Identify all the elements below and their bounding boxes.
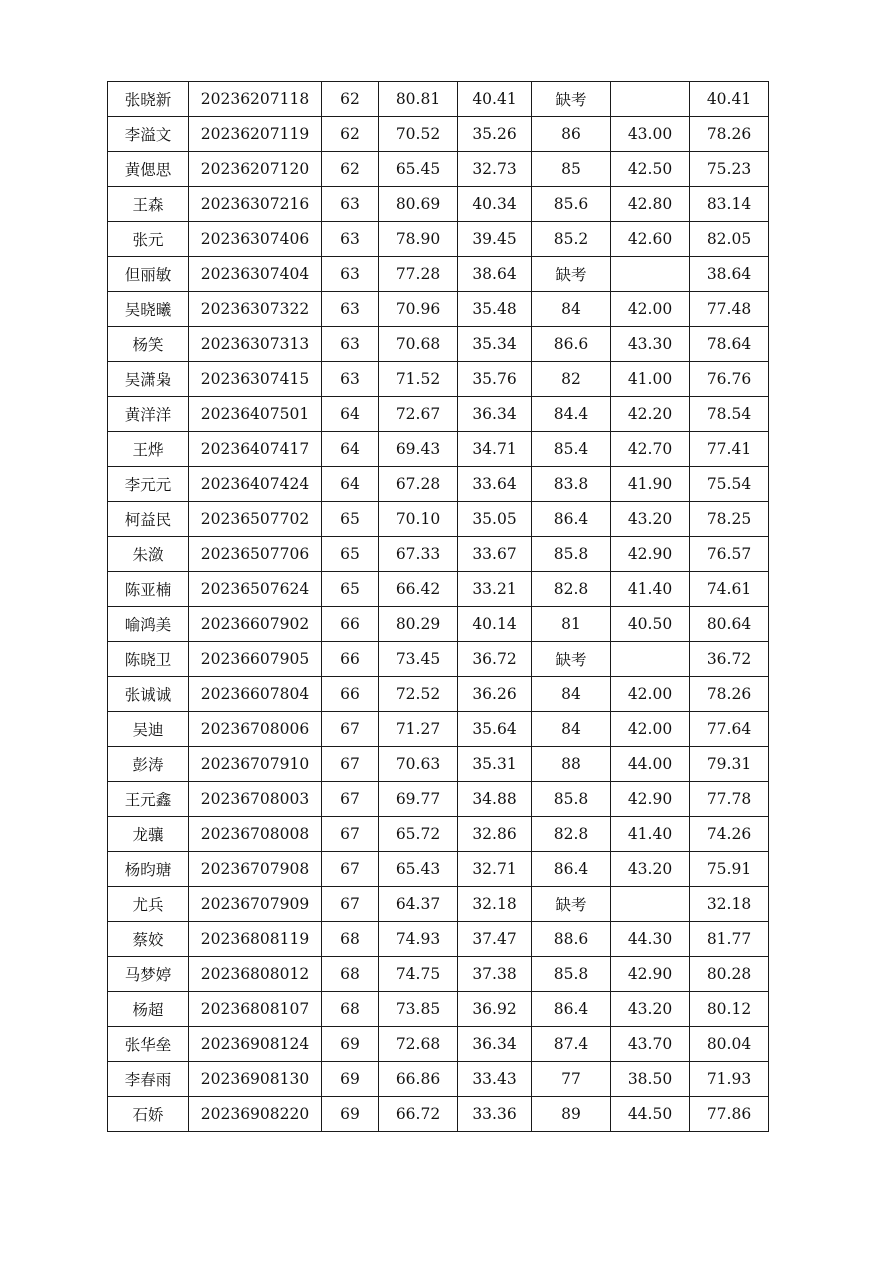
exam-id-cell: 20236708003 (189, 782, 322, 817)
table-row (108, 817, 769, 852)
written-weighted-cell: 38.64 (458, 257, 532, 292)
name-cell: 李溢文 (108, 117, 189, 152)
total-score-cell: 83.14 (690, 187, 769, 222)
position-code-cell: 63 (322, 292, 379, 327)
table-row (108, 327, 769, 362)
exam-id-cell: 20236908124 (189, 1027, 322, 1062)
table-row (108, 397, 769, 432)
total-score-cell: 80.28 (690, 957, 769, 992)
total-score-cell: 80.04 (690, 1027, 769, 1062)
table-row (108, 222, 769, 257)
name-cell: 黄洋洋 (108, 397, 189, 432)
table-body (108, 82, 769, 1132)
interview-weighted-cell: 41.40 (611, 817, 690, 852)
total-score-cell: 75.54 (690, 467, 769, 502)
interview-score-cell: 85.8 (532, 537, 611, 572)
position-code-cell: 63 (322, 257, 379, 292)
total-score-cell: 32.18 (690, 887, 769, 922)
exam-id-cell: 20236607905 (189, 642, 322, 677)
position-code-cell: 66 (322, 677, 379, 712)
interview-weighted-cell: 41.00 (611, 362, 690, 397)
written-weighted-cell: 36.26 (458, 677, 532, 712)
interview-score-cell: 88 (532, 747, 611, 782)
table-row (108, 82, 769, 117)
position-code-cell: 67 (322, 782, 379, 817)
table-row (108, 992, 769, 1027)
exam-id-cell: 20236908220 (189, 1097, 322, 1132)
position-code-cell: 64 (322, 432, 379, 467)
written-weighted-cell: 33.21 (458, 572, 532, 607)
written-weighted-cell: 33.43 (458, 1062, 532, 1097)
interview-score-cell: 85.6 (532, 187, 611, 222)
written-weighted-cell: 35.34 (458, 327, 532, 362)
interview-score-cell: 缺考 (532, 887, 611, 922)
written-score-cell: 73.45 (379, 642, 458, 677)
interview-score-cell: 84 (532, 677, 611, 712)
name-cell: 朱潋 (108, 537, 189, 572)
interview-score-cell: 85.8 (532, 957, 611, 992)
name-cell: 喻鸿美 (108, 607, 189, 642)
position-code-cell: 62 (322, 117, 379, 152)
table-row (108, 432, 769, 467)
position-code-cell: 63 (322, 222, 379, 257)
position-code-cell: 68 (322, 922, 379, 957)
name-cell: 杨笑 (108, 327, 189, 362)
written-score-cell: 72.67 (379, 397, 458, 432)
interview-score-cell: 86.6 (532, 327, 611, 362)
interview-weighted-cell: 42.80 (611, 187, 690, 222)
name-cell: 李元元 (108, 467, 189, 502)
interview-weighted-cell: 40.50 (611, 607, 690, 642)
interview-score-cell: 缺考 (532, 82, 611, 117)
name-cell: 杨超 (108, 992, 189, 1027)
name-cell: 石娇 (108, 1097, 189, 1132)
name-cell: 王森 (108, 187, 189, 222)
exam-id-cell: 20236307404 (189, 257, 322, 292)
interview-score-cell: 84.4 (532, 397, 611, 432)
name-cell: 柯益民 (108, 502, 189, 537)
total-score-cell: 77.64 (690, 712, 769, 747)
interview-score-cell: 85.8 (532, 782, 611, 817)
interview-score-cell: 77 (532, 1062, 611, 1097)
total-score-cell: 40.41 (690, 82, 769, 117)
exam-id-cell: 20236207120 (189, 152, 322, 187)
total-score-cell: 38.64 (690, 257, 769, 292)
table-row (108, 852, 769, 887)
name-cell: 吴迪 (108, 712, 189, 747)
written-weighted-cell: 35.76 (458, 362, 532, 397)
total-score-cell: 78.26 (690, 677, 769, 712)
total-score-cell: 71.93 (690, 1062, 769, 1097)
table-row (108, 1027, 769, 1062)
position-code-cell: 67 (322, 817, 379, 852)
exam-id-cell: 20236808119 (189, 922, 322, 957)
written-weighted-cell: 35.31 (458, 747, 532, 782)
interview-weighted-cell: 42.00 (611, 712, 690, 747)
interview-score-cell: 86.4 (532, 992, 611, 1027)
position-code-cell: 63 (322, 327, 379, 362)
position-code-cell: 65 (322, 537, 379, 572)
written-weighted-cell: 40.14 (458, 607, 532, 642)
name-cell: 但丽敏 (108, 257, 189, 292)
position-code-cell: 63 (322, 187, 379, 222)
total-score-cell: 75.91 (690, 852, 769, 887)
interview-weighted-cell: 42.60 (611, 222, 690, 257)
exam-id-cell: 20236808107 (189, 992, 322, 1027)
position-code-cell: 67 (322, 712, 379, 747)
written-score-cell: 70.63 (379, 747, 458, 782)
written-score-cell: 80.81 (379, 82, 458, 117)
table-row (108, 292, 769, 327)
position-code-cell: 63 (322, 362, 379, 397)
name-cell: 杨昀瑭 (108, 852, 189, 887)
written-weighted-cell: 35.48 (458, 292, 532, 327)
written-score-cell: 66.42 (379, 572, 458, 607)
position-code-cell: 67 (322, 747, 379, 782)
table-row (108, 537, 769, 572)
written-score-cell: 73.85 (379, 992, 458, 1027)
exam-id-cell: 20236207118 (189, 82, 322, 117)
name-cell: 尤兵 (108, 887, 189, 922)
written-score-cell: 78.90 (379, 222, 458, 257)
total-score-cell: 77.48 (690, 292, 769, 327)
interview-score-cell: 86.4 (532, 502, 611, 537)
written-score-cell: 69.43 (379, 432, 458, 467)
total-score-cell: 78.64 (690, 327, 769, 362)
name-cell: 吴晓曦 (108, 292, 189, 327)
written-weighted-cell: 35.26 (458, 117, 532, 152)
table-row (108, 187, 769, 222)
exam-id-cell: 20236707909 (189, 887, 322, 922)
table-row (108, 677, 769, 712)
name-cell: 黄偲思 (108, 152, 189, 187)
interview-score-cell: 85.4 (532, 432, 611, 467)
table-row (108, 362, 769, 397)
interview-score-cell: 83.8 (532, 467, 611, 502)
position-code-cell: 69 (322, 1062, 379, 1097)
table-row (108, 747, 769, 782)
written-weighted-cell: 37.47 (458, 922, 532, 957)
written-weighted-cell: 32.18 (458, 887, 532, 922)
name-cell: 张元 (108, 222, 189, 257)
table-row (108, 1097, 769, 1132)
position-code-cell: 62 (322, 152, 379, 187)
interview-score-cell: 缺考 (532, 257, 611, 292)
interview-score-cell: 82.8 (532, 817, 611, 852)
interview-score-cell: 85 (532, 152, 611, 187)
interview-weighted-cell: 43.30 (611, 327, 690, 362)
interview-score-cell: 87.4 (532, 1027, 611, 1062)
total-score-cell: 74.26 (690, 817, 769, 852)
position-code-cell: 69 (322, 1027, 379, 1062)
interview-weighted-cell: 42.70 (611, 432, 690, 467)
written-weighted-cell: 40.41 (458, 82, 532, 117)
position-code-cell: 62 (322, 82, 379, 117)
exam-id-cell: 20236607804 (189, 677, 322, 712)
written-score-cell: 71.27 (379, 712, 458, 747)
interview-weighted-cell: 42.90 (611, 957, 690, 992)
exam-id-cell: 20236507702 (189, 502, 322, 537)
total-score-cell: 78.25 (690, 502, 769, 537)
name-cell: 蔡姣 (108, 922, 189, 957)
table-row (108, 607, 769, 642)
exam-id-cell: 20236708006 (189, 712, 322, 747)
total-score-cell: 76.57 (690, 537, 769, 572)
total-score-cell: 76.76 (690, 362, 769, 397)
exam-id-cell: 20236507706 (189, 537, 322, 572)
exam-id-cell: 20236507624 (189, 572, 322, 607)
exam-id-cell: 20236307216 (189, 187, 322, 222)
interview-weighted-cell: 43.70 (611, 1027, 690, 1062)
written-weighted-cell: 36.34 (458, 397, 532, 432)
table-row (108, 642, 769, 677)
written-weighted-cell: 40.34 (458, 187, 532, 222)
written-weighted-cell: 36.92 (458, 992, 532, 1027)
interview-weighted-cell: 44.30 (611, 922, 690, 957)
written-score-cell: 65.45 (379, 152, 458, 187)
position-code-cell: 66 (322, 642, 379, 677)
interview-weighted-cell: 43.00 (611, 117, 690, 152)
written-score-cell: 64.37 (379, 887, 458, 922)
exam-id-cell: 20236307322 (189, 292, 322, 327)
table-row (108, 467, 769, 502)
written-weighted-cell: 35.64 (458, 712, 532, 747)
total-score-cell: 77.78 (690, 782, 769, 817)
total-score-cell: 77.86 (690, 1097, 769, 1132)
interview-score-cell: 85.2 (532, 222, 611, 257)
table-row (108, 922, 769, 957)
position-code-cell: 68 (322, 992, 379, 1027)
written-score-cell: 70.10 (379, 502, 458, 537)
position-code-cell: 67 (322, 887, 379, 922)
exam-id-cell: 20236607902 (189, 607, 322, 642)
interview-weighted-cell: 42.00 (611, 677, 690, 712)
written-score-cell: 67.33 (379, 537, 458, 572)
table-row (108, 572, 769, 607)
name-cell: 陈亚楠 (108, 572, 189, 607)
position-code-cell: 65 (322, 502, 379, 537)
table-row (108, 887, 769, 922)
total-score-cell: 80.64 (690, 607, 769, 642)
exam-id-cell: 20236707910 (189, 747, 322, 782)
exam-id-cell: 20236707908 (189, 852, 322, 887)
written-score-cell: 66.86 (379, 1062, 458, 1097)
written-score-cell: 70.52 (379, 117, 458, 152)
name-cell: 彭涛 (108, 747, 189, 782)
interview-weighted-cell (611, 82, 690, 117)
total-score-cell: 79.31 (690, 747, 769, 782)
total-score-cell: 36.72 (690, 642, 769, 677)
written-score-cell: 66.72 (379, 1097, 458, 1132)
interview-weighted-cell: 44.50 (611, 1097, 690, 1132)
exam-id-cell: 20236908130 (189, 1062, 322, 1097)
position-code-cell: 68 (322, 957, 379, 992)
written-score-cell: 74.93 (379, 922, 458, 957)
interview-score-cell: 86.4 (532, 852, 611, 887)
name-cell: 王烨 (108, 432, 189, 467)
written-weighted-cell: 33.36 (458, 1097, 532, 1132)
interview-weighted-cell: 43.20 (611, 502, 690, 537)
written-weighted-cell: 39.45 (458, 222, 532, 257)
position-code-cell: 64 (322, 397, 379, 432)
exam-id-cell: 20236307406 (189, 222, 322, 257)
interview-weighted-cell: 42.00 (611, 292, 690, 327)
written-weighted-cell: 34.71 (458, 432, 532, 467)
interview-score-cell: 89 (532, 1097, 611, 1132)
exam-id-cell: 20236407501 (189, 397, 322, 432)
name-cell: 吴潇枭 (108, 362, 189, 397)
exam-id-cell: 20236307313 (189, 327, 322, 362)
written-score-cell: 70.68 (379, 327, 458, 362)
position-code-cell: 65 (322, 572, 379, 607)
interview-score-cell: 84 (532, 712, 611, 747)
interview-score-cell: 86 (532, 117, 611, 152)
interview-weighted-cell: 43.20 (611, 992, 690, 1027)
name-cell: 张诚诚 (108, 677, 189, 712)
interview-weighted-cell: 42.20 (611, 397, 690, 432)
interview-weighted-cell (611, 642, 690, 677)
total-score-cell: 78.54 (690, 397, 769, 432)
exam-id-cell: 20236708008 (189, 817, 322, 852)
exam-id-cell: 20236307415 (189, 362, 322, 397)
table-row (108, 712, 769, 747)
table-row (108, 502, 769, 537)
written-score-cell: 80.29 (379, 607, 458, 642)
total-score-cell: 75.23 (690, 152, 769, 187)
exam-id-cell: 20236407424 (189, 467, 322, 502)
exam-id-cell: 20236808012 (189, 957, 322, 992)
written-score-cell: 80.69 (379, 187, 458, 222)
table-row (108, 257, 769, 292)
exam-id-cell: 20236407417 (189, 432, 322, 467)
written-weighted-cell: 33.64 (458, 467, 532, 502)
written-score-cell: 77.28 (379, 257, 458, 292)
written-score-cell: 69.77 (379, 782, 458, 817)
interview-score-cell: 81 (532, 607, 611, 642)
written-score-cell: 70.96 (379, 292, 458, 327)
interview-weighted-cell (611, 887, 690, 922)
table-row (108, 1062, 769, 1097)
written-score-cell: 74.75 (379, 957, 458, 992)
interview-score-cell: 88.6 (532, 922, 611, 957)
written-weighted-cell: 32.73 (458, 152, 532, 187)
interview-score-cell: 缺考 (532, 642, 611, 677)
position-code-cell: 67 (322, 852, 379, 887)
name-cell: 龙骧 (108, 817, 189, 852)
written-score-cell: 72.52 (379, 677, 458, 712)
interview-weighted-cell: 42.90 (611, 782, 690, 817)
total-score-cell: 78.26 (690, 117, 769, 152)
total-score-cell: 74.61 (690, 572, 769, 607)
written-weighted-cell: 33.67 (458, 537, 532, 572)
table-row (108, 782, 769, 817)
table-row (108, 152, 769, 187)
total-score-cell: 80.12 (690, 992, 769, 1027)
position-code-cell: 66 (322, 607, 379, 642)
written-weighted-cell: 36.72 (458, 642, 532, 677)
exam-id-cell: 20236207119 (189, 117, 322, 152)
total-score-cell: 77.41 (690, 432, 769, 467)
name-cell: 陈晓卫 (108, 642, 189, 677)
written-weighted-cell: 34.88 (458, 782, 532, 817)
written-weighted-cell: 32.71 (458, 852, 532, 887)
interview-weighted-cell (611, 257, 690, 292)
written-score-cell: 65.72 (379, 817, 458, 852)
position-code-cell: 69 (322, 1097, 379, 1132)
written-score-cell: 72.68 (379, 1027, 458, 1062)
interview-weighted-cell: 41.40 (611, 572, 690, 607)
interview-weighted-cell: 38.50 (611, 1062, 690, 1097)
written-score-cell: 65.43 (379, 852, 458, 887)
total-score-cell: 82.05 (690, 222, 769, 257)
written-weighted-cell: 35.05 (458, 502, 532, 537)
name-cell: 张华垒 (108, 1027, 189, 1062)
name-cell: 张晓新 (108, 82, 189, 117)
written-score-cell: 71.52 (379, 362, 458, 397)
interview-score-cell: 82.8 (532, 572, 611, 607)
written-weighted-cell: 36.34 (458, 1027, 532, 1062)
interview-score-cell: 82 (532, 362, 611, 397)
interview-weighted-cell: 42.50 (611, 152, 690, 187)
name-cell: 李春雨 (108, 1062, 189, 1097)
position-code-cell: 64 (322, 467, 379, 502)
table-row (108, 117, 769, 152)
score-table (107, 81, 769, 1132)
interview-weighted-cell: 43.20 (611, 852, 690, 887)
written-weighted-cell: 32.86 (458, 817, 532, 852)
name-cell: 马梦婷 (108, 957, 189, 992)
total-score-cell: 81.77 (690, 922, 769, 957)
name-cell: 王元鑫 (108, 782, 189, 817)
table-row (108, 957, 769, 992)
interview-weighted-cell: 44.00 (611, 747, 690, 782)
interview-weighted-cell: 41.90 (611, 467, 690, 502)
written-score-cell: 67.28 (379, 467, 458, 502)
interview-score-cell: 84 (532, 292, 611, 327)
interview-weighted-cell: 42.90 (611, 537, 690, 572)
written-weighted-cell: 37.38 (458, 957, 532, 992)
